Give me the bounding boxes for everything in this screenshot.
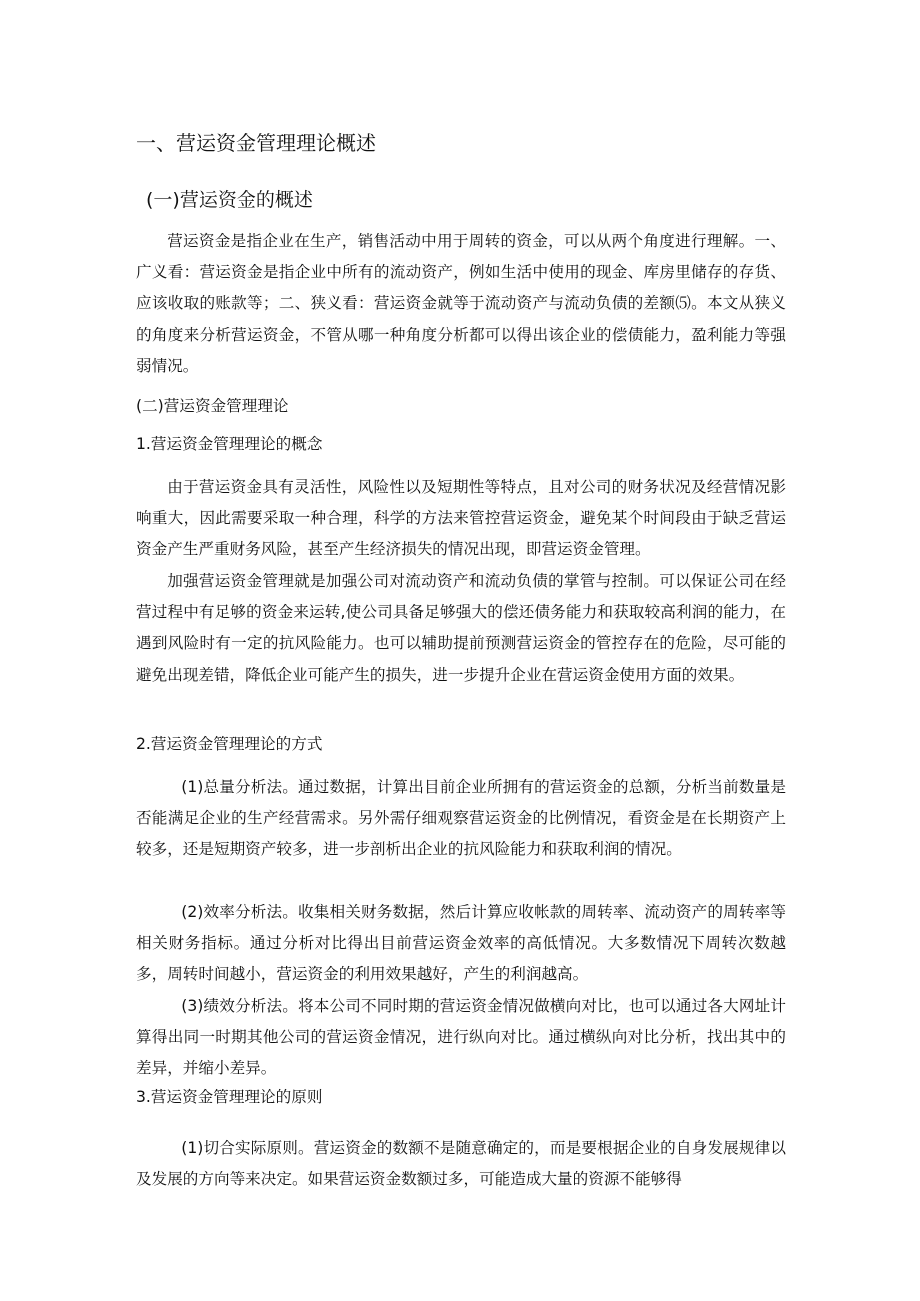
paragraph-strengthen-management: 加强营运资金管理就是加强公司对流动资产和流动负债的掌管与控制。可以保证公司在经营过程中有足够的资金来运转,使公司具备足够强大的偿还债务能力和获取较高利润的能力，在遇到风险时有一定的抗风险能力。也可以辅助提前预测营运资金的管控存在的危险，尽可能的避免出现差错，降低企业可能产生的损失，进一步提升企业在营运资金使用方面的效果。 [136,572,786,684]
paragraph-total-analysis: (1)总量分析法。通过数据，计算出目前企业所拥有的营运资金的总额，分析当前数量是否能满足企业的生产经营需求。另外需仔细观察营运资金的比例情况，看资金是在长期资产上较多，还是短期资产较多，进一步剖析出企业的抗风险能力和获取利润的情况。 [136,778,786,859]
paragraph-performance-analysis: (3)绩效分析法。将本公司不同时期的营运资金情况做横向对比，也可以通过各大网址计算得出同一时期其他公司的营运资金情况，进行纵向对比。通过横纵向对比分析，找出其中的差异，并缩小差异。 [136,997,786,1078]
topic-heading-concept: 1.营运资金管理理论的概念 [136,435,323,453]
subsection-heading-theory: (二)营运资金管理理论 [136,397,289,415]
subsection-heading: (一)营运资金的概述 [146,189,313,211]
paragraph-concept: 由于营运资金具有灵活性，风险性以及短期性等特点，且对公司的财务状况及经营情况影响重大，因此需要采取一种合理，科学的方法来管控营运资金，避免某个时间段由于缺乏营运资金产生严重财务风险，甚至产生经济损失的情况出现，即营运资金管理。 [136,478,786,559]
topic-heading-principles: 3.营运资金管理理论的原则 [136,1088,323,1106]
paragraph-practical-principle: (1)切合实际原则。营运资金的数额不是随意确定的，而是要根据企业的自身发展规律以及发展的方向等来决定。如果营运资金数额过多，可能造成大量的资源不能够得 [136,1139,786,1189]
section-heading: 一、营运资金管理理论概述 [136,131,376,155]
paragraph-efficiency-analysis: (2)效率分析法。收集相关财务数据，然后计算应收帐款的周转率、流动资产的周转率等相关财务指标。通过分析对比得出目前营运资金效率的高低情况。大多数情况下周转次数越多，周转时间越小，营运资金的利用效果越好，产生的利润越高。 [136,903,786,984]
paragraph-working-capital-definition: 营运资金是指企业在生产，销售活动中用于周转的资金，可以从两个角度进行理解。一、广义看：营运资金是指企业中所有的流动资产，例如生活中使用的现金、库房里储存的存货、应该收取的账款等；二、狭义看：营运资金就等于流动资产与流动负债的差额⑸。本文从狭义的角度来分析营运资金，不管从哪一种角度分析都可以得出该企业的偿债能力，盈利能力等强弱情况。 [136,232,786,375]
topic-heading-methods: 2.营运资金管理理论的方式 [136,735,323,753]
